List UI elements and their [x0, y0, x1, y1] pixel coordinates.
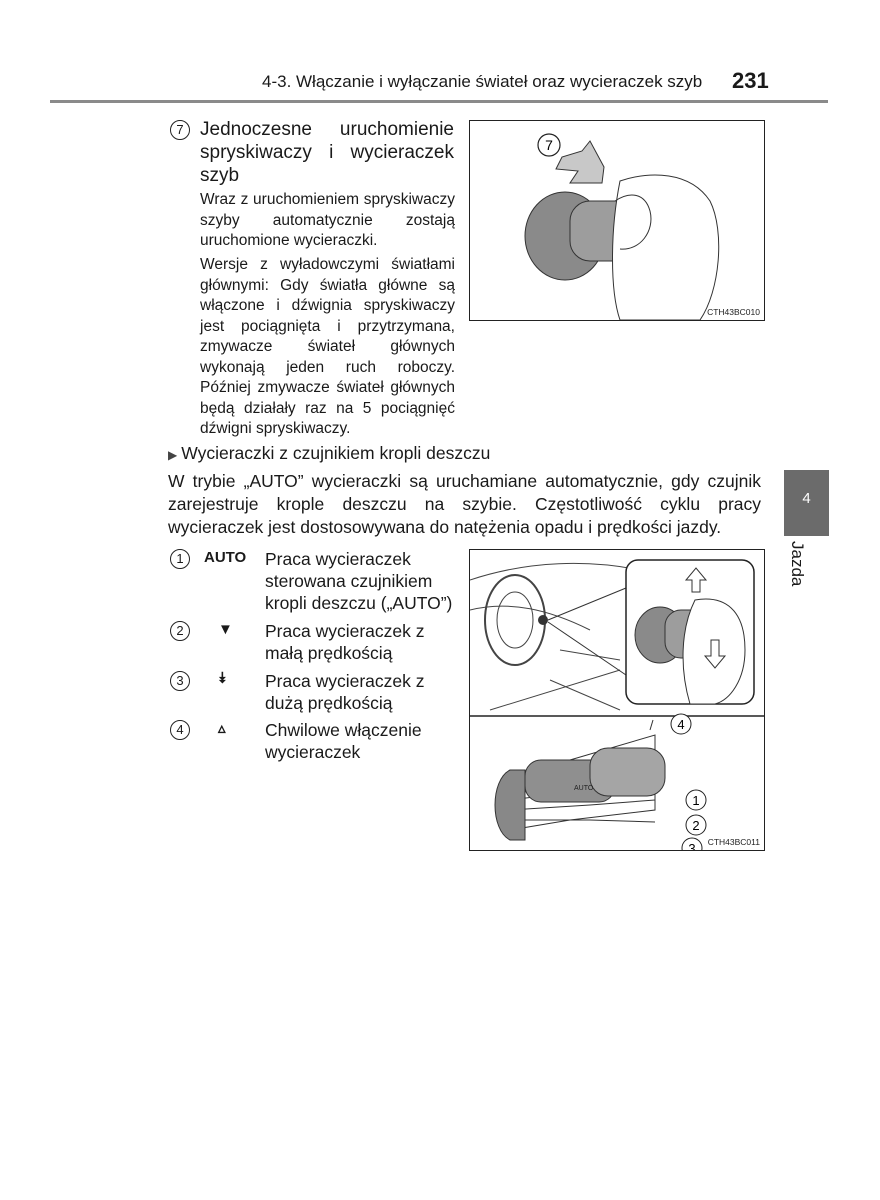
chapter-tab [784, 470, 829, 536]
callout-7: 7 [545, 137, 553, 153]
section-heading-text: Wycieraczki z czujnikiem kropli deszczu [181, 443, 491, 463]
running-header: 4-3. Włączanie i wyłączanie świateł oraz wycieraczek szyb [262, 72, 703, 91]
mode-number-4: 4 [170, 720, 190, 740]
bullet-triangle-icon: ▶ [168, 448, 178, 462]
dashboard-and-lever-illustration [470, 550, 764, 850]
lever-auto-label: AUTO [574, 785, 594, 792]
chapter-label: Jazda [788, 541, 807, 587]
mode-number-1: 1 [170, 549, 190, 569]
mode-text-3: Praca wycieraczek z dużą prędkością [265, 671, 425, 713]
chapter-number: 4 [802, 490, 811, 507]
section-heading [168, 443, 490, 464]
callout-3: 3 [688, 841, 696, 850]
header-divider [50, 100, 828, 103]
item-heading: Jednoczesne uruchomienie spryskiwaczy i wycieraczek szyb [200, 119, 454, 186]
auto-icon: AUTO [204, 549, 247, 566]
page-number: 231 [732, 68, 769, 93]
callout-4: 4 [677, 717, 685, 732]
mode-number-3: 3 [170, 671, 190, 691]
figure-code: CTH43BC010 [707, 307, 760, 317]
mist-icon: ▵ [218, 720, 226, 737]
low-speed-icon: ▼ [218, 621, 233, 638]
high-speed-icon: ⯯ [218, 670, 228, 687]
mode-number-2: 2 [170, 621, 190, 641]
item-paragraph-1: Wraz z uruchomieniem spryskiwaczy szyby automatycznie zostają uruchomione wycieraczki. [200, 191, 455, 249]
lever-pull-illustration [470, 121, 764, 320]
callout-1: 1 [692, 793, 700, 808]
figure-wiper-lever-modes [469, 549, 765, 851]
item-paragraph-2: Wersje z wyładowczymi światłami głównymi: Gdy światła główne są włączone i dźwignia spryskiwaczy jest pociągnięta i przytrzymana, zmywacze świateł głównych wykonają jeden ruch roboczy. Później zmywacze świateł głównych będą działały raz na 5 pociągnięć dźwigni spryskiwaczy. [200, 256, 455, 437]
mode-text-4: Chwilowe włączenie wycieraczek [265, 720, 422, 762]
mode-text-2: Praca wycieraczek z małą prędkością [265, 621, 425, 663]
item-number-7: 7 [170, 120, 190, 140]
figure-washer-lever [469, 120, 765, 321]
callout-2: 2 [692, 818, 700, 833]
figure-code: CTH43BC011 [707, 837, 760, 847]
mode-text-1: Praca wycieraczek sterowana czujnikiem kropli deszczu („AUTO”) [265, 549, 453, 613]
section-intro: W trybie „AUTO” wycieraczki są uruchamiane automatycznie, gdy czujnik zarejestruje krople deszczu na szybie. Częstotliwość cyklu pracy wycieraczek jest dostosowywana do natężenia opadu i prędkości jazdy. [168, 471, 761, 537]
